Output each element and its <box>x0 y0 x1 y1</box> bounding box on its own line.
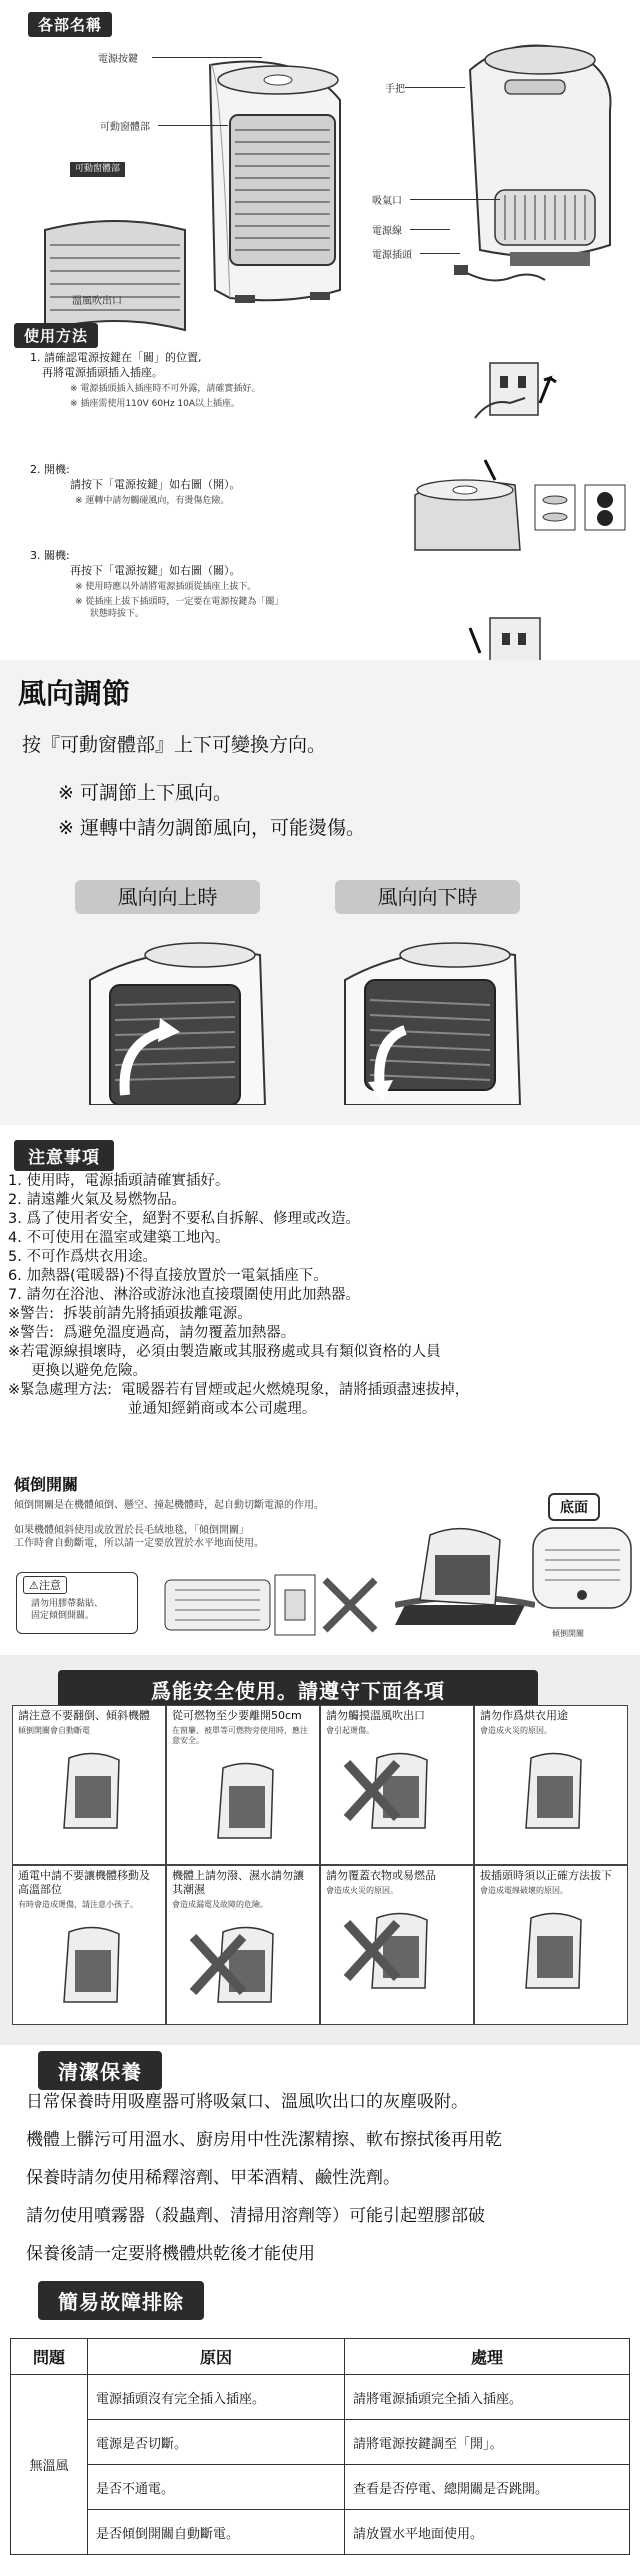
wind-line1: 按『可動窗體部』上下可變換方向。 <box>22 734 327 756</box>
plug-in-illustration <box>470 348 570 428</box>
trouble-problem: 無溫風 <box>11 2375 88 2555</box>
heater-back-illustration <box>450 30 630 300</box>
cleaning-line: 請勿使用噴霧器（殺蟲劑、清掃用溶劑等）可能引起塑膠部破 <box>26 2206 485 2226</box>
safety-cell-note: 會造成火災的原因。 <box>480 1726 552 1735</box>
trouble-body <box>11 2375 630 2555</box>
wind-up-label: 風向向上時 <box>75 880 260 914</box>
tilt-line3: 工作時會自動斷電，所以請一定要放置於水平地面使用。 <box>14 1538 264 1549</box>
cleaning-line: 保養時請勿使用稀釋溶劑、甲苯酒精、鹼性洗劑。 <box>26 2168 400 2188</box>
safety-cell <box>320 1705 474 1865</box>
safety-cell-title: 請注意不要翻倒、傾斜機體 <box>18 1709 150 1722</box>
caution-item: 6. 加熱器(電暖器)不得直接放置於一電氣插座下。 <box>8 1268 328 1284</box>
trouble-header: 簡易故障排除 <box>38 2281 204 2320</box>
leader-line <box>420 253 460 254</box>
cleaning-line: 機體上髒污可用溫水、廚房用中性洗潔精擦、軟布擦拭後再用乾 <box>26 2130 502 2150</box>
table-row <box>11 2375 630 2420</box>
cleaning-line: 日常保養時用吸塵器可將吸氣口、溫風吹出口的灰塵吸附。 <box>26 2092 468 2112</box>
usage-step2-line2: 請按下「電源按鍵」如右圖（開）。 <box>70 478 241 491</box>
usage-step1-title: 1. 請確認電源按鍵在「關」的位置, <box>30 351 202 364</box>
trouble-header-row <box>11 2339 630 2375</box>
caution-item: 2. 請遠離火氣及易燃物品。 <box>8 1192 186 1208</box>
usage-step3-note2: ※ 從插座上拔下插頭時，一定要在電源按鍵為「關」 <box>75 597 284 607</box>
safety-cell-illustration <box>481 1738 621 1833</box>
caution-item: 1. 使用時，電源插頭請確實插好。 <box>8 1173 230 1189</box>
safety-cell <box>474 1705 628 1865</box>
parts-header: 各部名稱 <box>28 12 112 37</box>
safety-cell-illustration <box>327 1898 467 1993</box>
trouble-cause: 是否不通電。 <box>88 2465 345 2510</box>
usage-step3-title: 3. 關機: <box>30 549 70 562</box>
safety-header: 爲能安全使用。請遵守下面各項 <box>58 1670 538 1709</box>
safety-cell-note: 會造成電線破壞的原因。 <box>480 1886 568 1895</box>
wind-down-label: 風向向下時 <box>335 880 520 914</box>
table-row <box>11 2465 630 2510</box>
safety-cell-title: 拔插頭時須以正確方法拔下 <box>480 1869 612 1882</box>
caution-item: ※警告: 拆裝前請先將插頭拔離電源。 <box>8 1306 252 1322</box>
col-problem: 問題 <box>11 2339 88 2375</box>
usage-step1-note1: ※ 電源插頭插入插座時不可外露，請確實插好。 <box>70 384 261 394</box>
caution-item: 並通知經銷商或本公司處理。 <box>8 1401 317 1417</box>
safety-cell-note: 在窗簾、被單等可燃物旁使用時，應注意安全。 <box>172 1726 308 1745</box>
tilt-bottom-label: 底面 <box>548 1493 600 1521</box>
safety-cell-note: 會引起燙傷。 <box>326 1726 374 1735</box>
trouble-solution: 查看是否停電、總開關是否跳開。 <box>345 2465 630 2510</box>
caution-item: ※警告: 爲避免溫度過高，請勿覆蓋加熱器。 <box>8 1325 296 1341</box>
tilt-switch-illustration <box>150 1560 385 1645</box>
tilt-line1: 傾倒開關是在機體傾倒、懸空、撞起機體時，起自動切斷電源的作用。 <box>14 1500 324 1511</box>
caution-item: 7. 請勿在浴池、淋浴或游泳池直接環圍使用此加熱器。 <box>8 1287 360 1303</box>
leader-line <box>152 57 262 58</box>
safety-cell-title: 從可燃物至少要離開50cm <box>172 1709 302 1722</box>
safety-cell-illustration <box>481 1898 621 1993</box>
safety-cell-title: 請勿觸摸溫風吹出口 <box>326 1709 425 1722</box>
usage-step1 <box>30 350 450 410</box>
caution-list <box>8 1172 638 1419</box>
safety-cell <box>12 1865 166 2025</box>
trouble-solution: 請將電源插頭完全插入插座。 <box>345 2375 630 2420</box>
label-movable-window-tag: 可動窗體部 <box>70 162 125 177</box>
label-plug: 電源插頭 <box>372 250 412 261</box>
cleaning-line: 保養後請一定要將機體烘乾後才能使用 <box>26 2244 315 2264</box>
caution-item: 更換以避免危險。 <box>8 1363 148 1379</box>
usage-step2 <box>30 462 450 507</box>
safety-cell-title: 請勿覆蓋衣物或易燃品 <box>326 1869 436 1882</box>
safety-cell-note: 會造成火災的原因。 <box>326 1886 398 1895</box>
tilt-carpet-illustration <box>395 1510 535 1630</box>
table-row <box>11 2510 630 2555</box>
safety-cell-note: 傾倒開關會自動斷電 <box>18 1726 90 1735</box>
trouble-cause: 電源插頭沒有完全插入插座。 <box>88 2375 345 2420</box>
tilt-caution-box <box>16 1572 138 1634</box>
wind-down-illustration <box>335 920 535 1105</box>
usage-step3-note3: 狀態時拔下。 <box>90 609 145 619</box>
label-power-switch: 電源按鍵 <box>98 54 138 65</box>
usage-step2-title: 2. 開機: <box>30 463 70 476</box>
trouble-solution: 請將電源按鍵調至「開」。 <box>345 2420 630 2465</box>
tilt-caution-text1: 請勿用膠帶黏貼、 <box>31 1599 104 1609</box>
caution-item: ※緊急處理方法: 電暖器若有冒煙或起火燃燒現象，請將插頭盡速拔掉， <box>8 1382 470 1398</box>
tilt-caution-label: ⚠注意 <box>23 1576 67 1594</box>
label-air-inlet: 吸氣口 <box>372 196 402 207</box>
safety-cell <box>320 1865 474 2025</box>
cautions-header: 注意事項 <box>14 1140 114 1171</box>
cleaning-header: 清潔保養 <box>38 2051 162 2090</box>
col-cause: 原因 <box>88 2339 345 2375</box>
safety-cell-note: 有時會造成燙傷，請注意小孩子。 <box>18 1900 138 1909</box>
usage-step3-line2: 再按下「電源按鍵」如右圖（關）。 <box>70 564 241 577</box>
usage-step1-line2: 再將電源插頭插入插座。 <box>42 366 163 379</box>
caution-item: 4. 不可使用在溫室或建築工地內。 <box>8 1230 230 1246</box>
safety-cell-note: 會造成漏電及故障的危險。 <box>172 1900 268 1909</box>
col-solution: 處理 <box>345 2339 630 2375</box>
wind-up-illustration <box>80 920 280 1105</box>
caution-item: ※若電源線損壞時，必須由製造廠或其服務處或具有類似資格的人員 <box>8 1344 441 1360</box>
trouble-solution: 請放置水平地面使用。 <box>345 2510 630 2555</box>
trouble-table <box>10 2338 630 2555</box>
table-row <box>11 2420 630 2465</box>
caution-item: 5. 不可作爲烘衣用途。 <box>8 1249 157 1265</box>
label-power-cord: 電源線 <box>372 226 402 237</box>
safety-cell-title: 機體上請勿潑、濕水請勿讓其潮濕 <box>172 1869 304 1896</box>
caution-item: 3. 爲了使用者安全，絕對不要私自拆解、修理或改造。 <box>8 1211 360 1227</box>
safety-cell-illustration <box>19 1912 159 2007</box>
trouble-cause: 電源是否切斷。 <box>88 2420 345 2465</box>
leader-line <box>410 229 450 230</box>
wind-note2: ※ 運轉中請勿調節風向，可能燙傷。 <box>58 817 365 839</box>
usage-step1-note2: ※ 插座需使用110V 60Hz 10A以上插座。 <box>70 399 241 409</box>
label-movable-window: 可動窗體部 <box>100 122 150 133</box>
safety-cell-title: 請勿作爲烘衣用途 <box>480 1709 568 1722</box>
safety-cell <box>474 1865 628 2025</box>
leader-line <box>410 199 500 200</box>
safety-cell-illustration <box>173 1912 313 2007</box>
safety-cell <box>166 1705 320 1865</box>
safety-cell <box>166 1865 320 2025</box>
safety-cell-title: 通電中請不要讓機體移動及高溫部位 <box>18 1869 150 1896</box>
usage-step3-note1: ※ 使用時應以外請將電源插頭從插座上拔下。 <box>75 582 257 592</box>
tilt-title: 傾倒開關 <box>14 1475 79 1494</box>
heater-front-illustration <box>20 40 350 340</box>
tilt-line2: 如果機體傾斜使用或放置於長毛絨地毯，「傾倒開關」 <box>14 1525 249 1536</box>
leader-line <box>405 87 465 88</box>
usage-header: 使用方法 <box>14 323 98 348</box>
leader-line <box>158 125 228 126</box>
usage-step3 <box>30 548 450 620</box>
wind-title: 風向調節 <box>18 677 131 710</box>
tilt-switch-label: 傾倒開關 <box>552 1629 584 1638</box>
wind-note1: ※ 可調節上下風向。 <box>58 782 232 804</box>
power-switch-illustration <box>410 455 635 555</box>
usage-step2-note1: ※ 運轉中請勿觸碰風向，有燙傷危險。 <box>75 496 230 506</box>
tilt-caution-text2: 固定傾倒開關。 <box>31 1611 95 1621</box>
label-handle: 手把 <box>385 84 405 95</box>
safety-cell <box>12 1705 166 1865</box>
cleaning-list <box>26 2090 638 2280</box>
safety-cell-illustration <box>327 1738 467 1833</box>
tilt-bottom-illustration <box>530 1520 635 1635</box>
trouble-cause: 是否傾倒開關自動斷電。 <box>88 2510 345 2555</box>
safety-cell-illustration <box>19 1738 159 1833</box>
label-warm-outlet: 溫風吹出口 <box>72 296 122 307</box>
safety-cell-illustration <box>173 1748 313 1843</box>
